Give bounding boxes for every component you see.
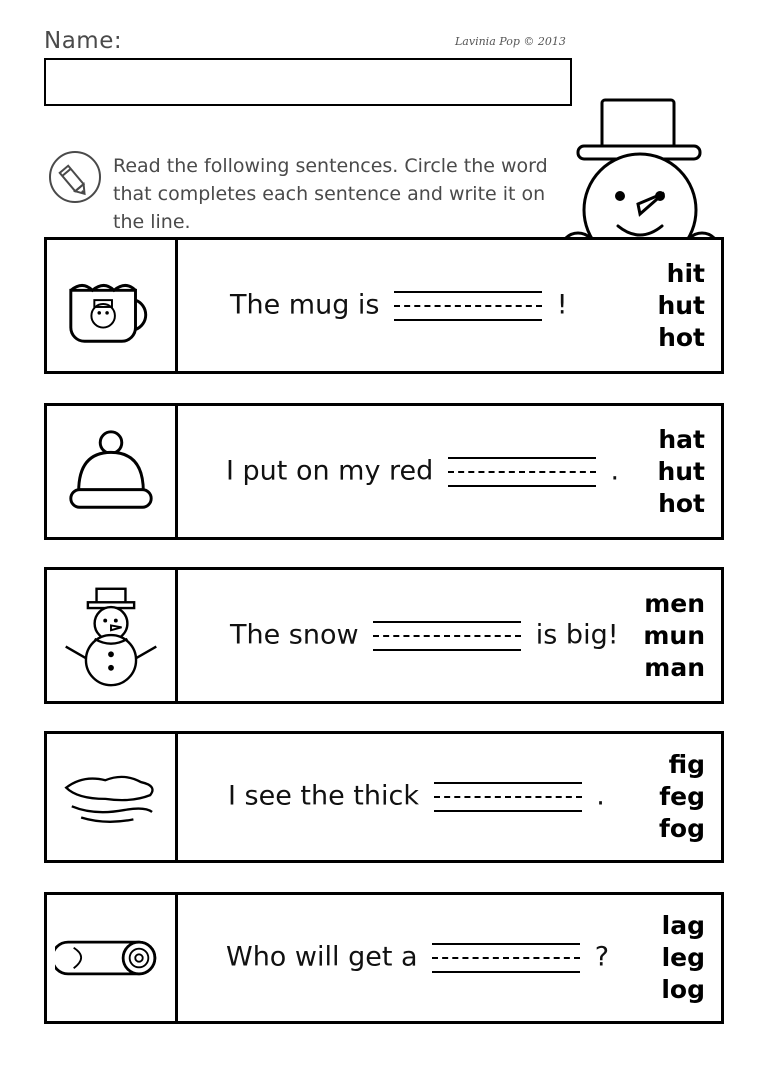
sentence-after: . bbox=[610, 455, 620, 486]
word-choice[interactable]: leg bbox=[661, 943, 705, 972]
word-choice[interactable]: hot bbox=[658, 488, 705, 518]
word-choices bbox=[657, 424, 705, 520]
question-row bbox=[44, 892, 724, 1024]
answer-blank[interactable] bbox=[448, 455, 596, 489]
mug-of-hot-chocolate-icon bbox=[47, 240, 178, 371]
fog-icon bbox=[47, 734, 178, 860]
instructions-text: Read the following sentences. Circle the word that completes each sentence and write it on the line. bbox=[113, 155, 548, 233]
word-choices bbox=[643, 588, 705, 684]
sentence-area bbox=[178, 734, 721, 860]
question-row bbox=[44, 731, 724, 863]
name-input-box[interactable] bbox=[44, 58, 572, 106]
sentence-after: ? bbox=[594, 941, 610, 973]
sentence-before: I put on my red bbox=[226, 455, 434, 486]
winter-hat-icon bbox=[47, 406, 178, 537]
word-choice[interactable]: hit bbox=[666, 258, 705, 288]
word-choice[interactable]: feg bbox=[659, 782, 705, 811]
word-choices bbox=[659, 749, 705, 845]
word-choice[interactable]: mun bbox=[643, 620, 705, 650]
sentence-area bbox=[178, 406, 721, 537]
name-label: Name: bbox=[44, 28, 123, 54]
snowman-icon bbox=[47, 570, 178, 701]
word-choices bbox=[661, 910, 705, 1006]
word-choice[interactable]: hat bbox=[658, 424, 705, 454]
word-choice[interactable]: fig bbox=[668, 750, 705, 779]
sentence-after: . bbox=[596, 780, 605, 812]
copyright-credit: Lavinia Pop © 2013 bbox=[455, 35, 566, 48]
word-choice[interactable]: log bbox=[661, 975, 705, 1004]
answer-blank[interactable] bbox=[394, 289, 542, 323]
answer-blank[interactable] bbox=[432, 941, 580, 975]
question-row bbox=[44, 403, 724, 540]
word-choice[interactable]: man bbox=[644, 652, 705, 682]
word-choice[interactable]: hut bbox=[657, 456, 705, 486]
sentence-before: I see the thick bbox=[228, 780, 419, 812]
word-choice[interactable]: hut bbox=[657, 290, 705, 320]
sentence-area bbox=[178, 895, 721, 1021]
word-choice[interactable]: lag bbox=[661, 911, 705, 940]
word-choice[interactable]: men bbox=[644, 588, 705, 618]
sentence-before: The snow bbox=[230, 619, 359, 650]
pencil-icon bbox=[48, 150, 102, 204]
sentence-after: ! bbox=[556, 289, 568, 320]
sentence-before: The mug is bbox=[230, 289, 380, 320]
log-icon bbox=[47, 895, 178, 1021]
word-choices bbox=[657, 258, 705, 354]
sentence-after: is big! bbox=[535, 619, 619, 650]
answer-blank[interactable] bbox=[373, 619, 521, 653]
question-row bbox=[44, 237, 724, 374]
answer-blank[interactable] bbox=[434, 780, 582, 814]
question-row bbox=[44, 567, 724, 704]
sentence-before: Who will get a bbox=[226, 941, 418, 973]
sentence-area bbox=[178, 570, 721, 701]
word-choice[interactable]: fog bbox=[659, 814, 705, 843]
word-choice[interactable]: hot bbox=[658, 322, 705, 352]
sentence-area bbox=[178, 240, 721, 371]
